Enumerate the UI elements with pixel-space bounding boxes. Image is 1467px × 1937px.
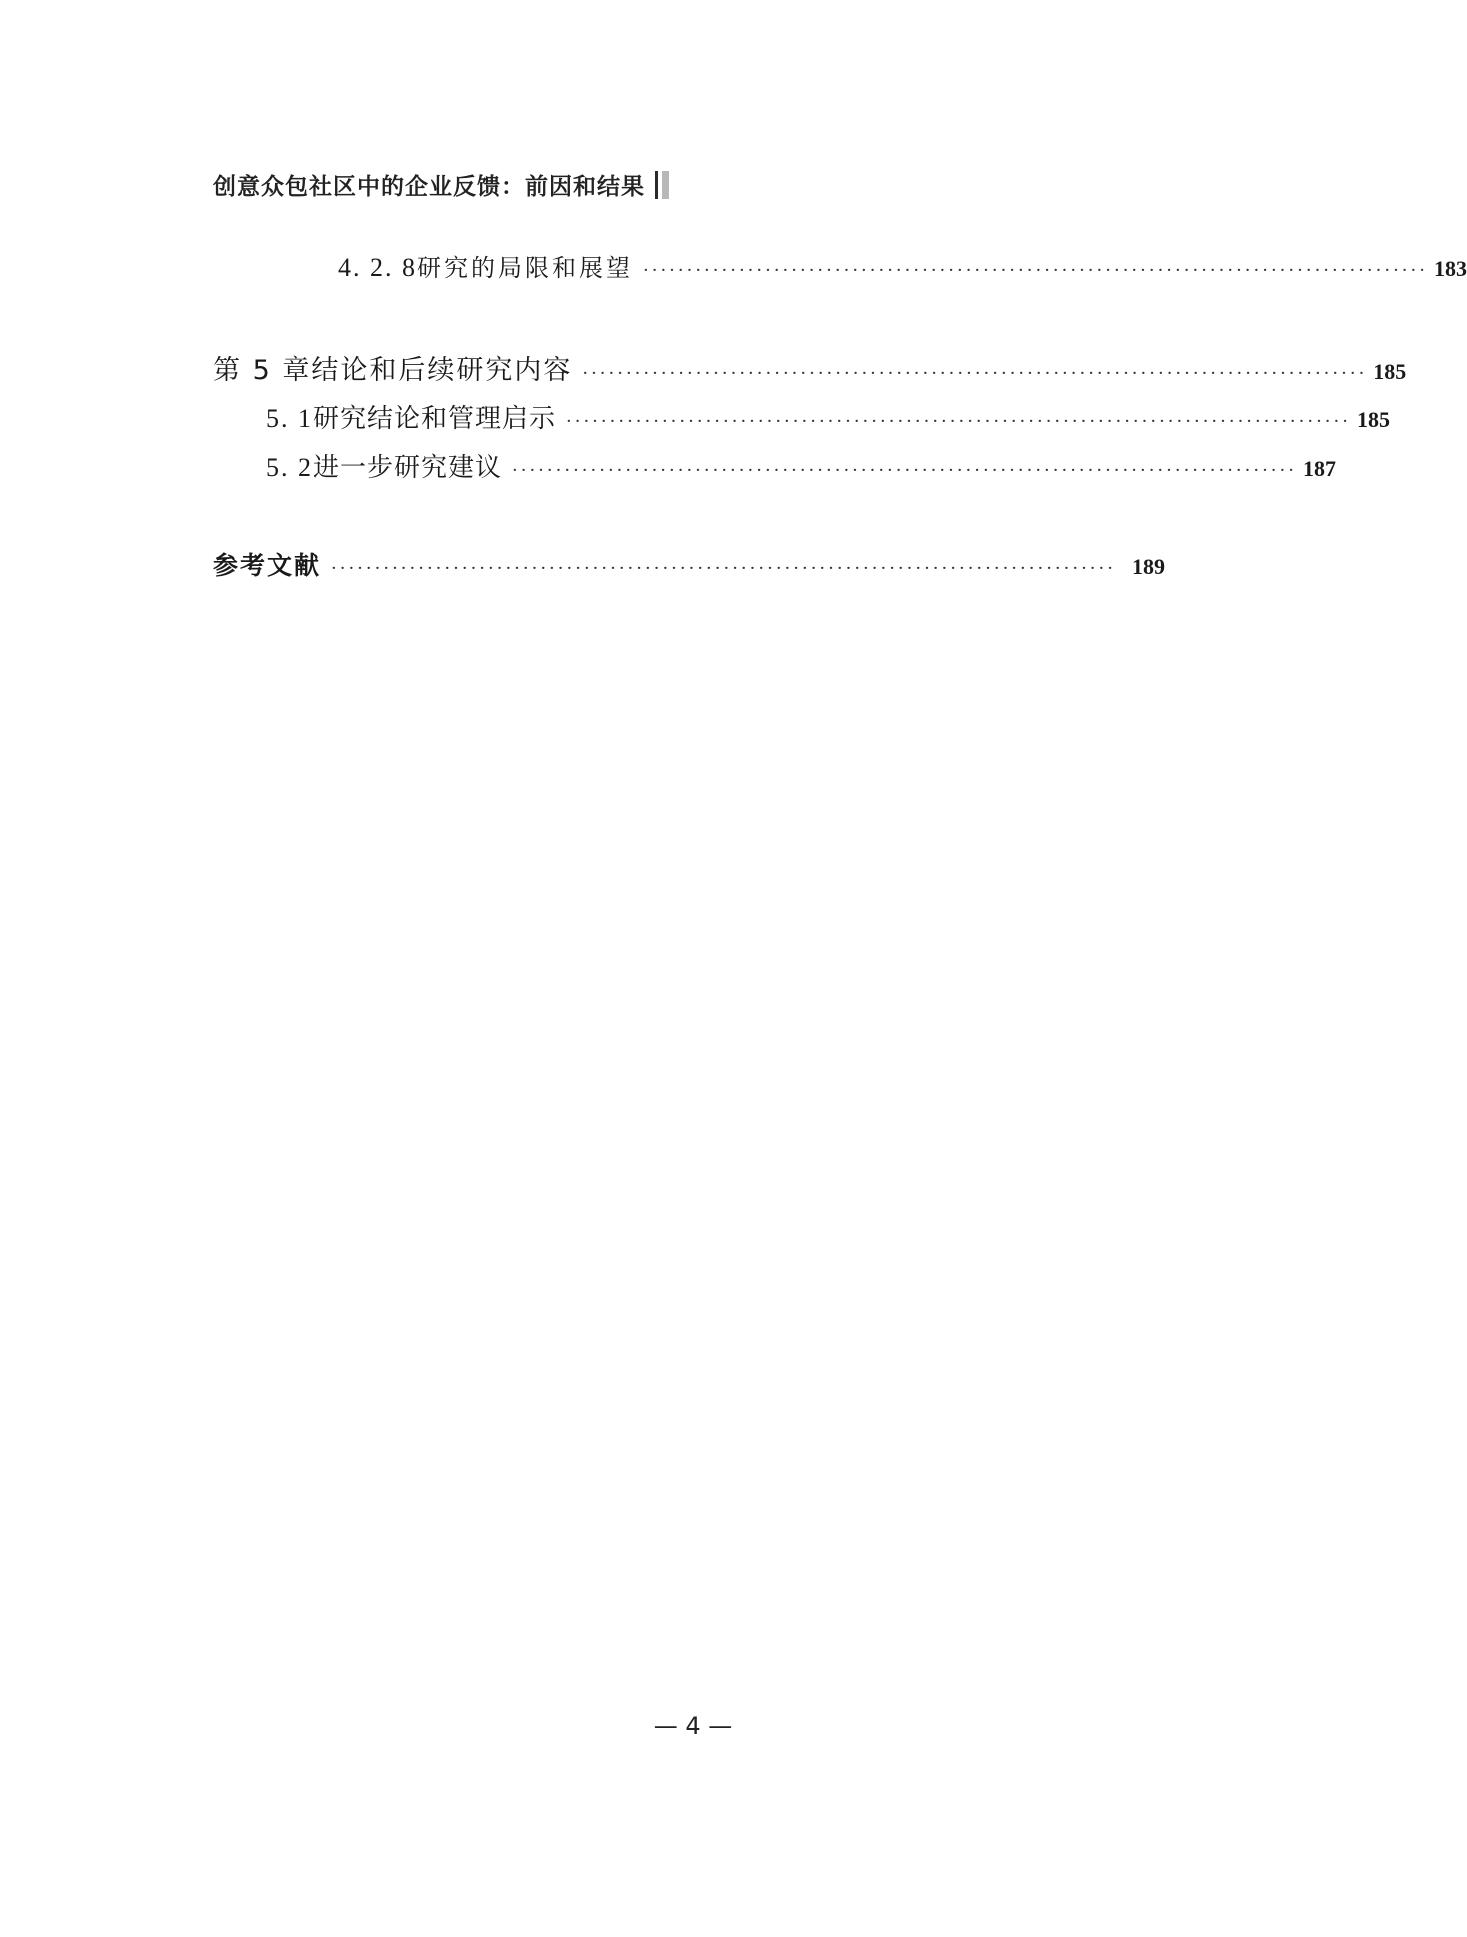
toc-entry-title: 参考文献 — [213, 551, 322, 580]
toc-entry-5-2[interactable] — [266, 447, 1336, 487]
toc-entry-page: 185 — [1373, 359, 1407, 384]
toc-entry-number: 第 5 章 — [213, 355, 312, 386]
toc-entry-page: 187 — [1302, 456, 1336, 481]
toc-entry-number: 5. 1 — [266, 404, 313, 433]
toc-entry-references[interactable] — [213, 546, 1165, 586]
toc-entry-title: 进一步研究建议 — [313, 453, 503, 483]
toc-entry-number: 4. 2. 8 — [338, 253, 417, 282]
toc-dot-leader: ·························································································· — [582, 363, 1368, 384]
toc-dot-leader: ·························································································· — [331, 558, 1116, 579]
toc-entry-page: 185 — [1356, 407, 1390, 432]
toc-dot-leader: ·························································································· — [512, 460, 1297, 481]
toc-entry-page: 183 — [1433, 256, 1467, 281]
toc-entry-title: 研究结论和管理启示 — [313, 404, 557, 434]
running-head-title: 创意众包社区中的企业反馈：前因和结果 — [213, 174, 645, 200]
toc-entry-title: 结论和后续研究内容 — [311, 355, 573, 386]
toc-entry-4-2-8[interactable] — [338, 248, 1467, 288]
toc-dot-leader: ·························································································· — [566, 411, 1351, 432]
toc-entry-chapter-5[interactable] — [213, 348, 1407, 388]
running-head-bar-ornament — [655, 171, 669, 199]
toc-entry-number: 5. 2 — [266, 453, 313, 482]
toc-entry-5-1[interactable] — [266, 398, 1390, 438]
toc-entry-page: 189 — [1132, 554, 1165, 579]
toc-dot-leader: ·························································································· — [643, 260, 1428, 281]
running-head — [213, 168, 669, 201]
page-number: — 4 — — [653, 1712, 733, 1740]
toc-entry-title: 研究的局限和展望 — [417, 254, 633, 282]
